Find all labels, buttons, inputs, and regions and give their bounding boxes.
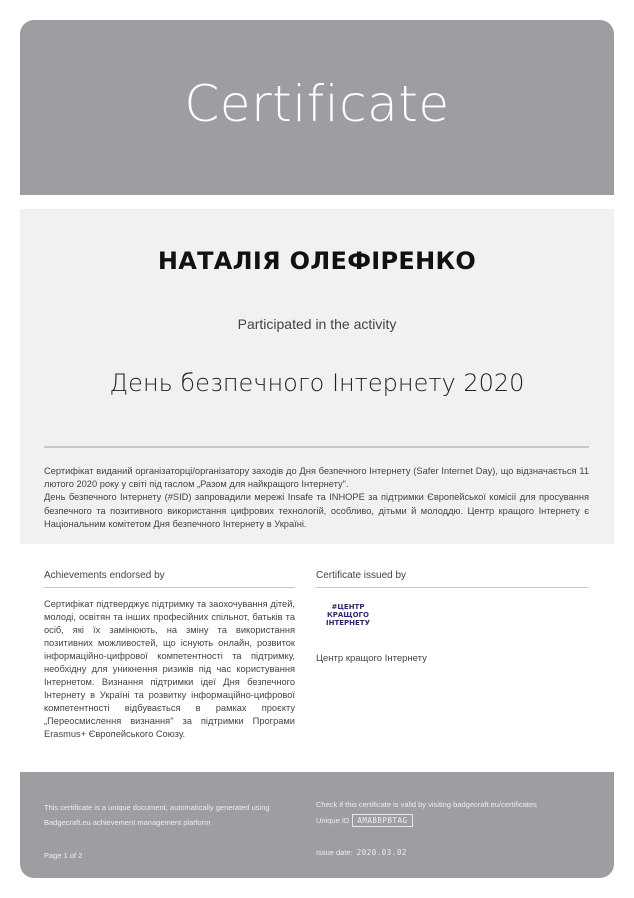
page-number: Page 1 of 2 (44, 851, 83, 860)
description-paragraph-1: Сертифікат виданий організаторці/організатору заходів до Дня безпечного Інтернету (Safer Internet Day), що відзначається 11 лютого 2020 року у світі під гаслом „Разом для найкращого Інтернету". (44, 466, 589, 490)
issuer-name: Центр кращого Інтернету (316, 653, 427, 664)
activity-description (44, 465, 589, 531)
issuer-logo-line: #ЦЕНТР (331, 603, 365, 611)
issuer-logo (318, 603, 378, 628)
issuer-logo-line: КРАЩОГО (327, 611, 369, 620)
issuer-logo-line: ІНТЕРНЕТУ (326, 619, 370, 628)
issue-date-row (316, 848, 407, 857)
issuer-label: Certificate issued by (316, 570, 588, 588)
certificate-title: Certificate (184, 74, 450, 133)
participated-label: Participated in the activity (237, 316, 397, 332)
achievements-label: Achievements endorsed by (44, 570, 295, 588)
unique-id-label: Unique ID (316, 816, 350, 825)
unique-id-row (316, 814, 413, 827)
description-paragraph-2: День безпечного Інтернету (#SID) запровадили мережі Insafe та INHOPE за підтримки Європейської комісії для просування безпечного та позитивного використання цифрових технологій, особливо, дітьми й молоддю. Центр кращого Інтернету є Національним комітетом Дня безпечного Інтернету в Україні. (44, 492, 589, 529)
recipient-name: НАТАЛІЯ ОЛЕФІРЕНКО (157, 247, 477, 275)
issue-date-label: Issue date: (316, 848, 353, 857)
validation-note: Check if this certificate is valid by visiting badgecraft.eu/certificates (316, 800, 537, 809)
divider (44, 446, 589, 448)
footer-disclaimer: This certificate is a unique document, automatically generated using Badgecraft.eu achievement management platform (44, 803, 270, 827)
issue-date-value: 2020.03.02 (356, 848, 407, 857)
activity-title: День безпечного Інтернету 2020 (109, 369, 525, 397)
certificate-footer (20, 772, 614, 878)
certificate-header (20, 20, 614, 195)
achievements-text: Сертифікат підтверджує підтримку та заохочування дітей, молоді, освітян та інших професійних спільнот, батьків та осіб, які їх замінюють, на зміну та використання позитивних можливостей, що існують онлайн, розвиток інформаційно-цифрової компетентності та підтримку, необхідну для уникнення ризиків під час користування Інтернетом. Визнання підтримки ідеї Дня безпечного Інтернету в Україні та розвитку інформаційно-цифрової компетентності відбувається в рамках проєкту „Переосмислення визнання" за підтримки Програми Erasmus+ Європейського Союзу. (44, 599, 295, 739)
unique-id-value: AMABBPBTAG (352, 814, 412, 827)
certificate-main-panel (20, 209, 614, 544)
